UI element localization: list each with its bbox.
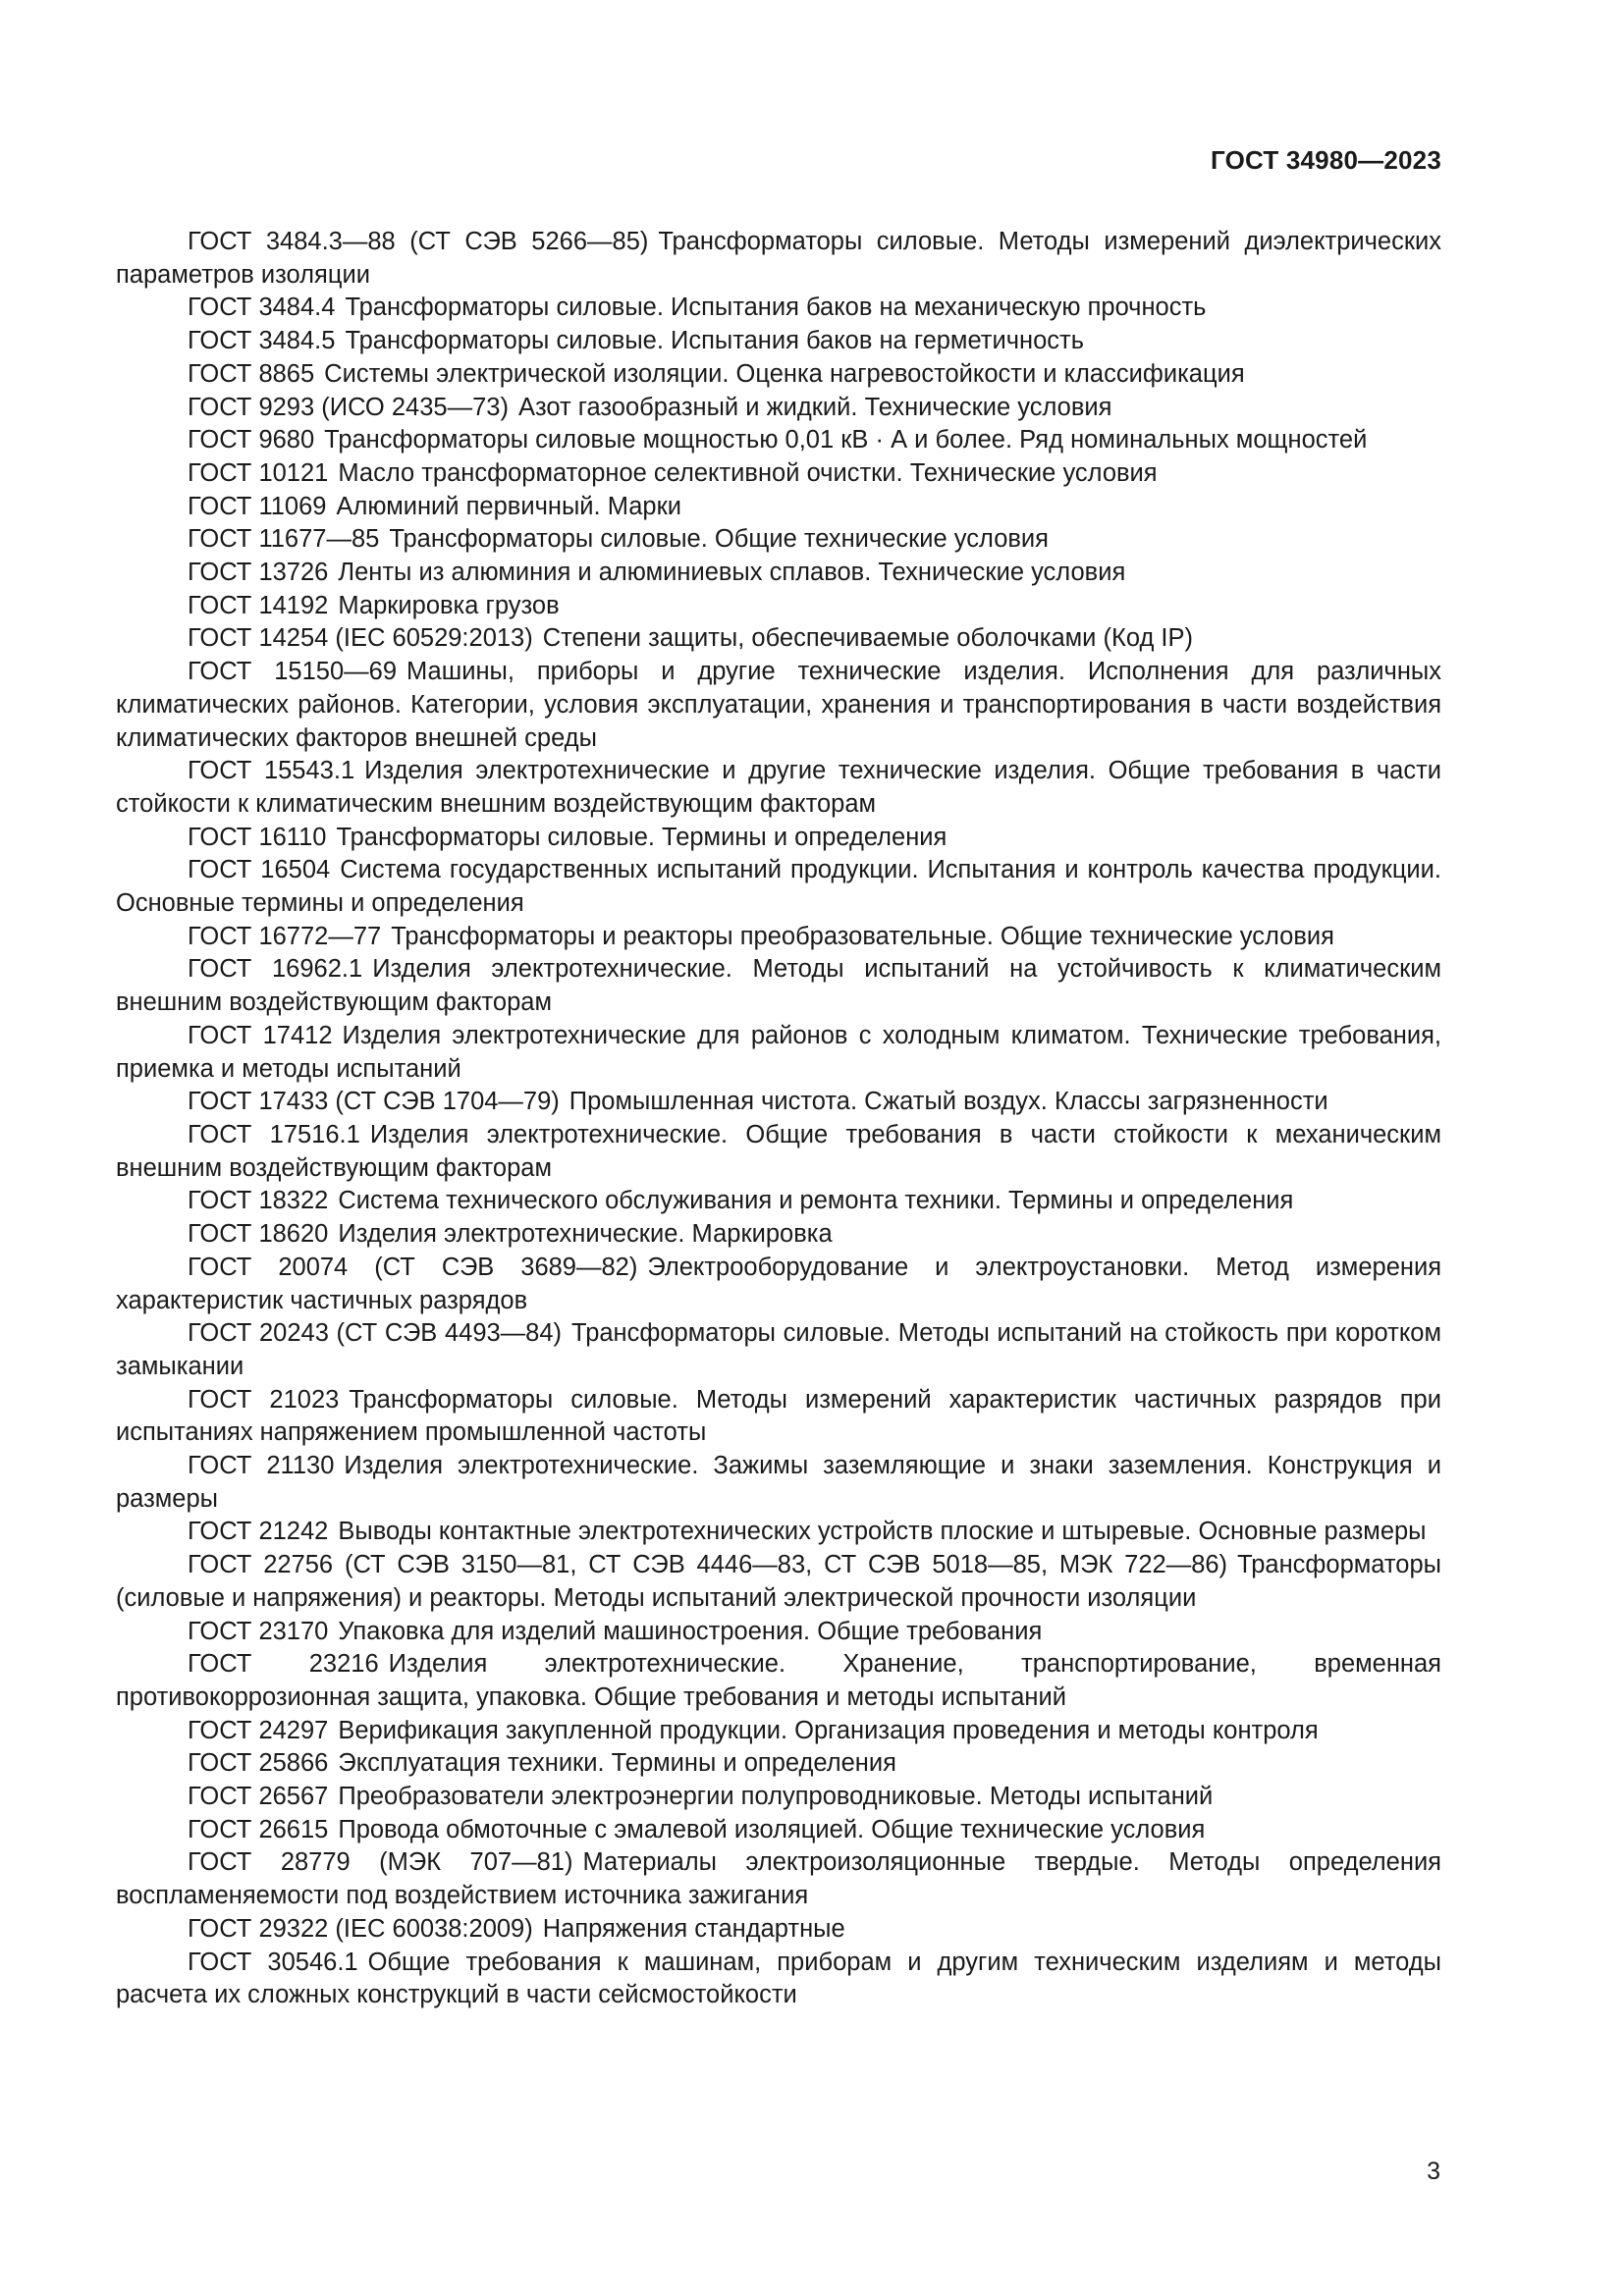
reference-code: ГОСТ 16110 xyxy=(188,823,327,851)
reference-code: ГОСТ 18322 xyxy=(188,1187,329,1215)
reference-item xyxy=(116,656,1441,755)
reference-item xyxy=(116,292,1441,325)
reference-item xyxy=(116,1747,1441,1781)
reference-item xyxy=(116,822,1441,855)
reference-title: Изделия электротехнические. Маркировка xyxy=(338,1220,833,1249)
reference-code: ГОСТ 20243 (СТ СЭВ 4493—84) xyxy=(188,1319,563,1348)
reference-title: Трансформаторы силовые. Общие технические условия xyxy=(389,525,1049,554)
page-number: 3 xyxy=(1427,2158,1440,2185)
reference-title: Изделия электротехнические для районов с холодным климатом. Технические требования, приемка и методы испытаний xyxy=(116,1021,1441,1083)
reference-title: Алюминий первичный. Марки xyxy=(336,492,681,520)
reference-item xyxy=(116,1549,1441,1615)
reference-code: ГОСТ 24297 xyxy=(188,1716,329,1744)
reference-code: ГОСТ 9680 xyxy=(188,426,315,454)
reference-item xyxy=(116,1648,1441,1714)
reference-code: ГОСТ 26567 xyxy=(188,1783,329,1811)
reference-code: ГОСТ 26615 xyxy=(188,1815,329,1843)
reference-item xyxy=(116,226,1441,292)
reference-item xyxy=(116,953,1441,1019)
reference-title: Изделия электротехнические и другие технические изделия. Общие требования в части стойкости к климатическим внешним воздействующим факторам xyxy=(116,757,1441,818)
reference-code: ГОСТ 9293 (ИСО 2435—73) xyxy=(188,393,509,421)
reference-item xyxy=(116,392,1441,425)
reference-code: ГОСТ 23216 xyxy=(188,1650,379,1679)
reference-item xyxy=(116,1119,1441,1185)
reference-title: Трансформаторы силовые. Испытания баков на герметичность xyxy=(345,327,1084,355)
reference-code: ГОСТ 14254 (IEC 60529:2013) xyxy=(188,624,533,653)
reference-code: ГОСТ 25866 xyxy=(188,1749,329,1778)
reference-item xyxy=(116,523,1441,557)
reference-title: Трансформаторы силовые. Методы испытаний на стойкость при коротком замыкании xyxy=(116,1319,1442,1380)
reference-code: ГОСТ 15543.1 xyxy=(188,757,355,785)
reference-code: ГОСТ 11069 xyxy=(188,492,327,520)
reference-code: ГОСТ 21023 xyxy=(188,1385,340,1414)
reference-item xyxy=(116,622,1441,656)
normative-references-list xyxy=(116,226,1441,2012)
reference-item xyxy=(116,358,1441,392)
reference-title: Маркировка грузов xyxy=(338,591,560,619)
reference-title: Упаковка для изделий машиностроения. Общие требования xyxy=(338,1617,1043,1645)
reference-title: Система государственных испытаний продукции. Испытания и контроль качества продукции. Основные термины и определения xyxy=(116,856,1441,918)
reference-title: Эксплуатация техники. Термины и определения xyxy=(338,1749,896,1778)
reference-code: ГОСТ 28779 (МЭК 707—81) xyxy=(188,1848,573,1877)
reference-title: Машины, приборы и другие технические изделия. Исполнения для различных климатических районов. Категории, условия эксплуатации, хранения и транспортирования в части воздействия климатических факторов внешней среды xyxy=(116,658,1442,752)
reference-item xyxy=(116,1185,1441,1218)
reference-item xyxy=(116,1450,1441,1516)
reference-item xyxy=(116,1086,1441,1119)
reference-item xyxy=(116,1715,1441,1748)
reference-code: ГОСТ 23170 xyxy=(188,1617,329,1645)
reference-title: Трансформаторы силовые. Испытания баков на механическую прочность xyxy=(345,294,1207,322)
reference-code: ГОСТ 15150—69 xyxy=(188,658,398,686)
reference-item xyxy=(116,1516,1441,1549)
reference-item xyxy=(116,1846,1441,1912)
reference-code: ГОСТ 16962.1 xyxy=(188,955,363,984)
reference-title: Верификация закупленной продукции. Организация проведения и методы контроля xyxy=(338,1716,1319,1744)
reference-code: ГОСТ 3484.4 xyxy=(188,294,336,322)
reference-title: Масло трансформаторное селективной очистки. Технические условия xyxy=(338,458,1158,487)
reference-item xyxy=(116,1020,1441,1086)
reference-item xyxy=(116,1616,1441,1649)
reference-title: Азот газообразный и жидкий. Технические условия xyxy=(517,393,1112,421)
reference-title: Общие требования к машинам, приборам и другим техническим изделиям и методы расчета их сложных конструкций в части сейсмостойкости xyxy=(116,1948,1441,2009)
reference-item xyxy=(116,1947,1441,2012)
reference-code: ГОСТ 29322 (IEC 60038:2009) xyxy=(188,1914,533,1943)
reference-item xyxy=(116,457,1441,491)
reference-title: Трансформаторы силовые мощностью 0,01 кВ · А и более. Ряд номинальных мощностей xyxy=(324,426,1368,454)
reference-code: ГОСТ 11677—85 xyxy=(188,525,380,554)
reference-item xyxy=(116,1814,1441,1847)
reference-title: Изделия электротехнические. Методы испытаний на устойчивость к климатическим внешним воздействующим факторам xyxy=(116,955,1441,1017)
reference-title: Трансформаторы силовые. Методы измерений характеристик частичных разрядов при испытаниях напряжением промышленной частоты xyxy=(116,1385,1441,1447)
reference-code: ГОСТ 17433 (СТ СЭВ 1704—79) xyxy=(188,1088,560,1116)
reference-code: ГОСТ 20074 (СТ СЭВ 3689—82) xyxy=(188,1253,638,1281)
reference-title: Преобразователи электроэнергии полупроводниковые. Методы испытаний xyxy=(338,1783,1214,1811)
reference-code: ГОСТ 10121 xyxy=(188,458,329,487)
reference-title: Напряжения стандартные xyxy=(542,1914,845,1943)
reference-title: Изделия электротехнические. Общие требования в части стойкости к механическим внешним воздействующим факторам xyxy=(116,1120,1441,1182)
reference-item xyxy=(116,1913,1441,1947)
reference-code: ГОСТ 16504 xyxy=(188,856,331,884)
reference-item xyxy=(116,1252,1441,1317)
reference-title: Трансформаторы силовые. Термины и определения xyxy=(336,823,947,851)
reference-title: Система технического обслуживания и ремонта техники. Термины и определения xyxy=(338,1187,1294,1215)
reference-title: Трансформаторы силовые. Методы измерений диэлектрических параметров изоляции xyxy=(116,228,1441,289)
reference-title: Выводы контактные электротехнических устройств плоские и штыревые. Основные размеры xyxy=(338,1518,1427,1546)
reference-title: Материалы электроизоляционные твердые. Методы определения воспламеняемости под воздействием источника зажигания xyxy=(116,1848,1441,1910)
reference-item xyxy=(116,491,1441,524)
reference-title: Изделия электротехнические. Зажимы заземляющие и знаки заземления. Конструкция и размеры xyxy=(116,1452,1441,1513)
reference-code: ГОСТ 17412 xyxy=(188,1021,333,1049)
reference-code: ГОСТ 8865 xyxy=(188,359,315,388)
reference-title: Трансформаторы (силовые и напряжения) и реакторы. Методы испытаний электрической прочности изоляции xyxy=(116,1551,1441,1612)
reference-code: ГОСТ 14192 xyxy=(188,591,329,619)
reference-item xyxy=(116,755,1441,821)
reference-code: ГОСТ 3484.3—88 (СТ СЭВ 5266—85) xyxy=(188,228,649,255)
reference-code: ГОСТ 21242 xyxy=(188,1518,329,1546)
reference-title: Электрооборудование и электроустановки. Метод измерения характеристик частичных разрядов xyxy=(116,1253,1442,1314)
reference-title: Системы электрической изоляции. Оценка нагревостойкости и классификация xyxy=(324,359,1245,388)
reference-item xyxy=(116,424,1441,457)
reference-code: ГОСТ 16772—77 xyxy=(188,922,382,950)
reference-item xyxy=(116,557,1441,590)
reference-item xyxy=(116,854,1441,920)
reference-title: Ленты из алюминия и алюминиевых сплавов. Технические условия xyxy=(338,559,1126,587)
reference-code: ГОСТ 30546.1 xyxy=(188,1948,358,1976)
reference-code: ГОСТ 13726 xyxy=(188,559,329,587)
reference-title: Изделия электротехнические. Хранение, транспортирование, временная противокоррозионная защита, упаковка. Общие требования и методы испытаний xyxy=(116,1650,1441,1711)
reference-code: ГОСТ 18620 xyxy=(188,1220,329,1249)
reference-title: Степени защиты, обеспечиваемые оболочками (Код IP) xyxy=(542,624,1194,653)
reference-item xyxy=(116,1317,1441,1383)
reference-item xyxy=(116,921,1441,954)
reference-code: ГОСТ 21130 xyxy=(188,1452,335,1480)
reference-title: Трансформаторы и реакторы преобразовательные. Общие технические условия xyxy=(391,922,1334,950)
reference-item xyxy=(116,590,1441,623)
reference-item xyxy=(116,1218,1441,1252)
document-header: ГОСТ 34980—2023 xyxy=(1211,145,1441,175)
reference-code: ГОСТ 17516.1 xyxy=(188,1120,360,1148)
reference-title: Промышленная чистота. Сжатый воздух. Классы загрязненности xyxy=(568,1088,1328,1116)
reference-title: Провода обмоточные с эмалевой изоляцией. Общие технические условия xyxy=(338,1815,1206,1843)
reference-item xyxy=(116,1384,1441,1450)
reference-item xyxy=(116,1781,1441,1814)
reference-item xyxy=(116,325,1441,358)
reference-code: ГОСТ 22756 (СТ СЭВ 3150—81, СТ СЭВ 4446—83, СТ СЭВ 5018—85, МЭК 722—86) xyxy=(188,1551,1228,1579)
reference-code: ГОСТ 3484.5 xyxy=(188,327,336,355)
